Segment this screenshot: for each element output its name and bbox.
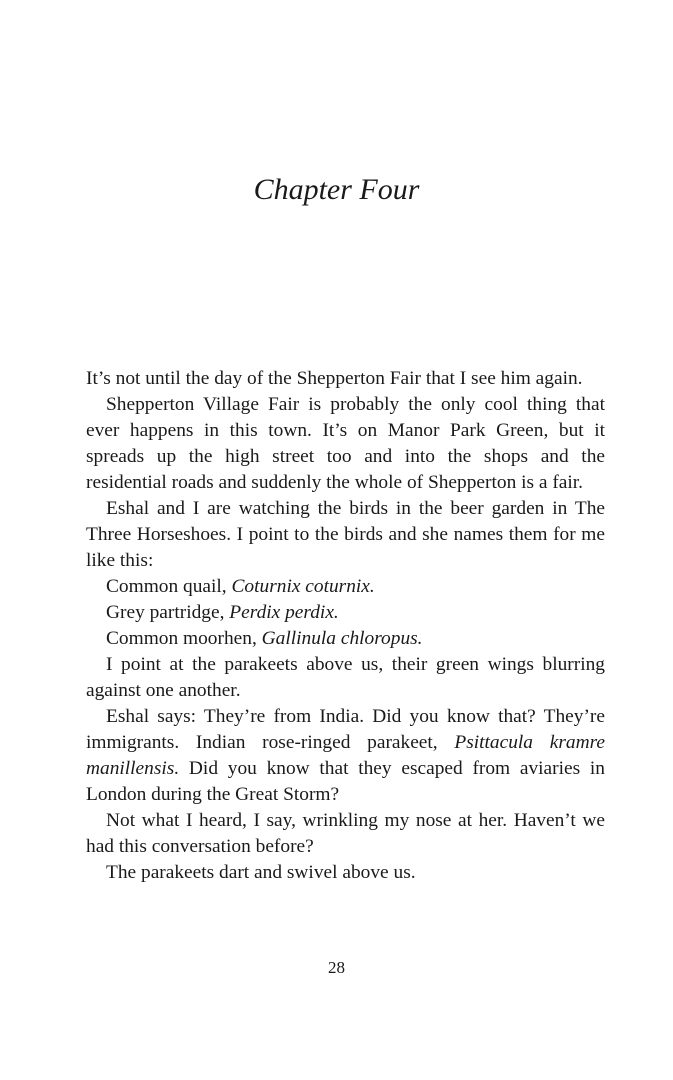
paragraph: Eshal and I are watching the birds in the beer garden in The Three Horseshoes. I point to the birds and she names them for me like this: bbox=[86, 498, 605, 571]
bird-latin-name: Perdix perdix. bbox=[229, 602, 339, 623]
paragraph: The parakeets dart and swivel above us. bbox=[106, 862, 416, 883]
bird-list-item bbox=[86, 574, 605, 600]
paragraph: It’s not until the day of the Shepperton Fair that I see him again. bbox=[86, 368, 583, 389]
chapter-title: Chapter Four bbox=[253, 173, 420, 206]
paragraph-text: Did you know that they escaped from aviaries in London during the Great Storm? bbox=[86, 758, 605, 805]
paragraph: I point at the parakeets above us, their green wings blurring against one another. bbox=[86, 654, 605, 701]
paragraph: Shepperton Village Fair is probably the only cool thing that ever happens in this town. It’s on Manor Park Green, but it spreads up the high street too and into the shops and the residential roads and suddenly the whole of Shepperton is a fair. bbox=[86, 394, 605, 493]
bird-list-item bbox=[86, 600, 605, 626]
paragraph bbox=[86, 704, 605, 808]
page-number: 28 bbox=[328, 958, 345, 977]
bird-latin-name: Coturnix coturnix. bbox=[231, 576, 375, 597]
bird-common-name: Common quail, bbox=[106, 576, 232, 597]
paragraph: Not what I heard, I say, wrinkling my nose at her. Haven’t we had this conversation before? bbox=[86, 810, 605, 857]
chapter-body bbox=[86, 366, 605, 886]
paragraph-text: Eshal says: They’re from India. Did you know that? They’re immigrants. Indian rose-ringed parakeet, bbox=[86, 706, 605, 753]
bird-latin-name: Psittacula kramre manillensis. bbox=[86, 732, 606, 779]
bird-list-item bbox=[86, 626, 605, 652]
bird-latin-name: Gallinula chloropus. bbox=[261, 628, 423, 649]
bird-common-name: Common moorhen, bbox=[106, 628, 262, 649]
bird-common-name: Grey partridge, bbox=[106, 602, 230, 623]
